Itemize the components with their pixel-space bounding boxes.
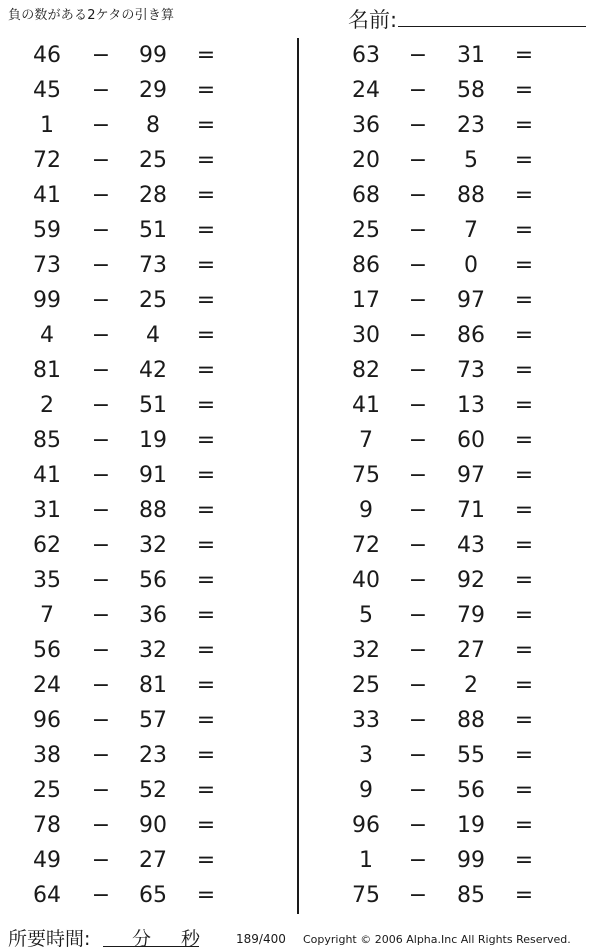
minus-sign: − <box>91 253 111 278</box>
minus-sign: − <box>408 778 428 803</box>
problem-row <box>0 283 600 318</box>
minuend: 49 <box>33 848 61 873</box>
minus-sign: − <box>91 288 111 313</box>
worksheet-title: 負の数がある2ケタの引き算 <box>8 8 175 23</box>
minus-sign: − <box>408 883 428 908</box>
subtrahend: 4 <box>146 323 160 348</box>
problem-row <box>0 528 600 563</box>
equals-sign: = <box>196 848 216 873</box>
subtrahend: 71 <box>457 498 485 523</box>
minuend: 4 <box>40 323 54 348</box>
subtrahend: 5 <box>464 148 478 173</box>
minus-sign: − <box>408 113 428 138</box>
minuend: 75 <box>352 883 380 908</box>
subtrahend: 88 <box>139 498 167 523</box>
equals-sign: = <box>196 568 216 593</box>
minus-sign: − <box>408 393 428 418</box>
problem-row <box>0 248 600 283</box>
copyright-notice: Copyright © 2006 Alpha.Inc All Rights Reserved. <box>303 933 571 946</box>
subtrahend: 42 <box>139 358 167 383</box>
equals-sign: = <box>514 183 534 208</box>
minuend: 82 <box>352 358 380 383</box>
minus-sign: − <box>91 323 111 348</box>
minus-sign: − <box>408 428 428 453</box>
subtrahend: 28 <box>139 183 167 208</box>
equals-sign: = <box>196 183 216 208</box>
subtrahend: 58 <box>457 78 485 103</box>
subtrahend: 90 <box>139 813 167 838</box>
problem-row <box>0 108 600 143</box>
subtrahend: 23 <box>139 743 167 768</box>
subtrahend: 81 <box>139 673 167 698</box>
subtrahend: 56 <box>139 568 167 593</box>
subtrahend: 73 <box>457 358 485 383</box>
equals-sign: = <box>514 358 534 383</box>
minuend: 32 <box>352 638 380 663</box>
subtrahend: 91 <box>139 463 167 488</box>
minuend: 75 <box>352 463 380 488</box>
problem-row <box>0 318 600 353</box>
minus-sign: − <box>91 463 111 488</box>
equals-sign: = <box>514 148 534 173</box>
minuend: 35 <box>33 568 61 593</box>
subtrahend: 7 <box>464 218 478 243</box>
problem-row <box>0 738 600 773</box>
minus-sign: − <box>91 568 111 593</box>
minuend: 63 <box>352 43 380 68</box>
subtrahend: 65 <box>139 883 167 908</box>
minuend: 33 <box>352 708 380 733</box>
problem-row <box>0 598 600 633</box>
subtrahend: 57 <box>139 708 167 733</box>
minuend: 96 <box>33 708 61 733</box>
minus-sign: − <box>408 813 428 838</box>
minuend: 46 <box>33 43 61 68</box>
equals-sign: = <box>514 638 534 663</box>
subtrahend: 19 <box>139 428 167 453</box>
subtrahend: 43 <box>457 533 485 558</box>
minus-sign: − <box>408 218 428 243</box>
subtrahend: 32 <box>139 533 167 558</box>
minuend: 85 <box>33 428 61 453</box>
minus-sign: − <box>408 253 428 278</box>
minuend: 9 <box>359 498 373 523</box>
minus-sign: − <box>91 533 111 558</box>
equals-sign: = <box>514 463 534 488</box>
minus-sign: − <box>408 288 428 313</box>
minus-sign: − <box>91 78 111 103</box>
minus-sign: − <box>91 848 111 873</box>
minus-sign: − <box>91 603 111 628</box>
subtrahend: 29 <box>139 78 167 103</box>
equals-sign: = <box>196 428 216 453</box>
subtrahend: 52 <box>139 778 167 803</box>
equals-sign: = <box>196 813 216 838</box>
equals-sign: = <box>196 358 216 383</box>
page-count: 189/400 <box>236 932 286 946</box>
minuend: 41 <box>33 183 61 208</box>
equals-sign: = <box>514 778 534 803</box>
equals-sign: = <box>196 288 216 313</box>
equals-sign: = <box>514 498 534 523</box>
minuend: 45 <box>33 78 61 103</box>
minuend: 56 <box>33 638 61 663</box>
subtrahend: 97 <box>457 463 485 488</box>
minuend: 9 <box>359 778 373 803</box>
subtrahend: 19 <box>457 813 485 838</box>
minuend: 62 <box>33 533 61 558</box>
minus-sign: − <box>91 498 111 523</box>
subtrahend: 60 <box>457 428 485 453</box>
problem-row <box>0 493 600 528</box>
minuend: 24 <box>352 78 380 103</box>
subtrahend: 79 <box>457 603 485 628</box>
problem-row <box>0 878 600 913</box>
problem-row <box>0 773 600 808</box>
equals-sign: = <box>196 148 216 173</box>
minus-sign: − <box>408 358 428 383</box>
subtrahend: 2 <box>464 673 478 698</box>
subtrahend: 85 <box>457 883 485 908</box>
problem-row <box>0 843 600 878</box>
minus-sign: − <box>91 673 111 698</box>
problem-row <box>0 143 600 178</box>
minus-sign: − <box>91 778 111 803</box>
subtrahend: 27 <box>457 638 485 663</box>
minuend: 78 <box>33 813 61 838</box>
problem-row <box>0 703 600 738</box>
subtrahend: 13 <box>457 393 485 418</box>
minuend: 31 <box>33 498 61 523</box>
subtrahend: 88 <box>457 708 485 733</box>
subtrahend: 8 <box>146 113 160 138</box>
problem-row <box>0 388 600 423</box>
minus-sign: − <box>91 218 111 243</box>
minus-sign: − <box>91 183 111 208</box>
subtrahend: 56 <box>457 778 485 803</box>
minuend: 41 <box>352 393 380 418</box>
minus-sign: − <box>91 813 111 838</box>
minuend: 7 <box>359 428 373 453</box>
equals-sign: = <box>196 638 216 663</box>
minuend: 41 <box>33 463 61 488</box>
equals-sign: = <box>514 743 534 768</box>
minus-sign: − <box>91 113 111 138</box>
subtrahend: 51 <box>139 218 167 243</box>
equals-sign: = <box>196 603 216 628</box>
minus-sign: − <box>408 463 428 488</box>
minuend: 3 <box>359 743 373 768</box>
subtrahend: 25 <box>139 148 167 173</box>
minuend: 25 <box>33 778 61 803</box>
equals-sign: = <box>514 603 534 628</box>
equals-sign: = <box>514 813 534 838</box>
name-blank-line <box>398 26 586 27</box>
name-label: 名前: <box>348 8 398 32</box>
time-required-label: 所要時間: <box>8 928 91 950</box>
minuend: 2 <box>40 393 54 418</box>
minuend: 30 <box>352 323 380 348</box>
minus-sign: − <box>408 743 428 768</box>
problem-row <box>0 633 600 668</box>
equals-sign: = <box>196 743 216 768</box>
minus-sign: − <box>408 323 428 348</box>
problem-row <box>0 73 600 108</box>
equals-sign: = <box>514 393 534 418</box>
minus-sign: − <box>91 148 111 173</box>
minus-sign: − <box>91 43 111 68</box>
equals-sign: = <box>196 393 216 418</box>
equals-sign: = <box>196 498 216 523</box>
subtrahend: 99 <box>139 43 167 68</box>
equals-sign: = <box>196 533 216 558</box>
equals-sign: = <box>196 883 216 908</box>
minus-sign: − <box>408 603 428 628</box>
minus-sign: − <box>408 673 428 698</box>
minus-sign: − <box>408 183 428 208</box>
minuend: 20 <box>352 148 380 173</box>
equals-sign: = <box>514 218 534 243</box>
subtrahend: 23 <box>457 113 485 138</box>
minuend: 64 <box>33 883 61 908</box>
minus-sign: − <box>91 708 111 733</box>
subtrahend: 32 <box>139 638 167 663</box>
problem-row <box>0 38 600 73</box>
equals-sign: = <box>196 778 216 803</box>
problem-row <box>0 213 600 248</box>
subtrahend: 25 <box>139 288 167 313</box>
minus-sign: − <box>408 708 428 733</box>
minuend: 68 <box>352 183 380 208</box>
minus-sign: − <box>408 533 428 558</box>
equals-sign: = <box>196 323 216 348</box>
minuend: 5 <box>359 603 373 628</box>
minus-sign: − <box>408 148 428 173</box>
minus-sign: − <box>91 358 111 383</box>
minuend: 25 <box>352 673 380 698</box>
minuend: 1 <box>40 113 54 138</box>
subtrahend: 36 <box>139 603 167 628</box>
problem-row <box>0 458 600 493</box>
equals-sign: = <box>514 253 534 278</box>
minuend: 7 <box>40 603 54 628</box>
equals-sign: = <box>514 113 534 138</box>
equals-sign: = <box>514 708 534 733</box>
minuend: 99 <box>33 288 61 313</box>
equals-sign: = <box>514 78 534 103</box>
equals-sign: = <box>514 533 534 558</box>
equals-sign: = <box>514 568 534 593</box>
minus-sign: − <box>408 43 428 68</box>
equals-sign: = <box>514 848 534 873</box>
subtrahend: 55 <box>457 743 485 768</box>
problem-row <box>0 563 600 598</box>
equals-sign: = <box>514 323 534 348</box>
subtrahend: 31 <box>457 43 485 68</box>
problem-row <box>0 178 600 213</box>
equals-sign: = <box>196 43 216 68</box>
minuend: 25 <box>352 218 380 243</box>
minuend: 24 <box>33 673 61 698</box>
problem-row <box>0 668 600 703</box>
minuend: 72 <box>352 533 380 558</box>
minuend: 86 <box>352 253 380 278</box>
subtrahend: 86 <box>457 323 485 348</box>
equals-sign: = <box>514 673 534 698</box>
minuend: 36 <box>352 113 380 138</box>
minus-sign: − <box>91 743 111 768</box>
equals-sign: = <box>514 883 534 908</box>
minus-sign: − <box>91 393 111 418</box>
subtrahend: 0 <box>464 253 478 278</box>
equals-sign: = <box>196 113 216 138</box>
subtrahend: 51 <box>139 393 167 418</box>
problem-row <box>0 353 600 388</box>
minuend: 81 <box>33 358 61 383</box>
problem-row <box>0 808 600 843</box>
subtrahend: 97 <box>457 288 485 313</box>
equals-sign: = <box>514 288 534 313</box>
subtrahend: 27 <box>139 848 167 873</box>
equals-sign: = <box>514 428 534 453</box>
subtrahend: 92 <box>457 568 485 593</box>
minus-sign: − <box>408 568 428 593</box>
equals-sign: = <box>196 253 216 278</box>
equals-sign: = <box>514 43 534 68</box>
minus-sign: − <box>408 78 428 103</box>
minus-sign: − <box>408 638 428 663</box>
minutes-label: 分 <box>132 928 152 950</box>
minuend: 59 <box>33 218 61 243</box>
equals-sign: = <box>196 673 216 698</box>
minuend: 17 <box>352 288 380 313</box>
minuend: 96 <box>352 813 380 838</box>
equals-sign: = <box>196 463 216 488</box>
minus-sign: − <box>408 498 428 523</box>
minuend: 72 <box>33 148 61 173</box>
subtrahend: 73 <box>139 253 167 278</box>
minus-sign: − <box>91 883 111 908</box>
equals-sign: = <box>196 708 216 733</box>
subtrahend: 99 <box>457 848 485 873</box>
minus-sign: − <box>91 428 111 453</box>
problem-row <box>0 423 600 458</box>
minuend: 73 <box>33 253 61 278</box>
equals-sign: = <box>196 218 216 243</box>
minuend: 1 <box>359 848 373 873</box>
minuend: 40 <box>352 568 380 593</box>
equals-sign: = <box>196 78 216 103</box>
seconds-label: 秒 <box>181 928 201 950</box>
minuend: 38 <box>33 743 61 768</box>
minus-sign: − <box>408 848 428 873</box>
subtrahend: 88 <box>457 183 485 208</box>
minus-sign: − <box>91 638 111 663</box>
